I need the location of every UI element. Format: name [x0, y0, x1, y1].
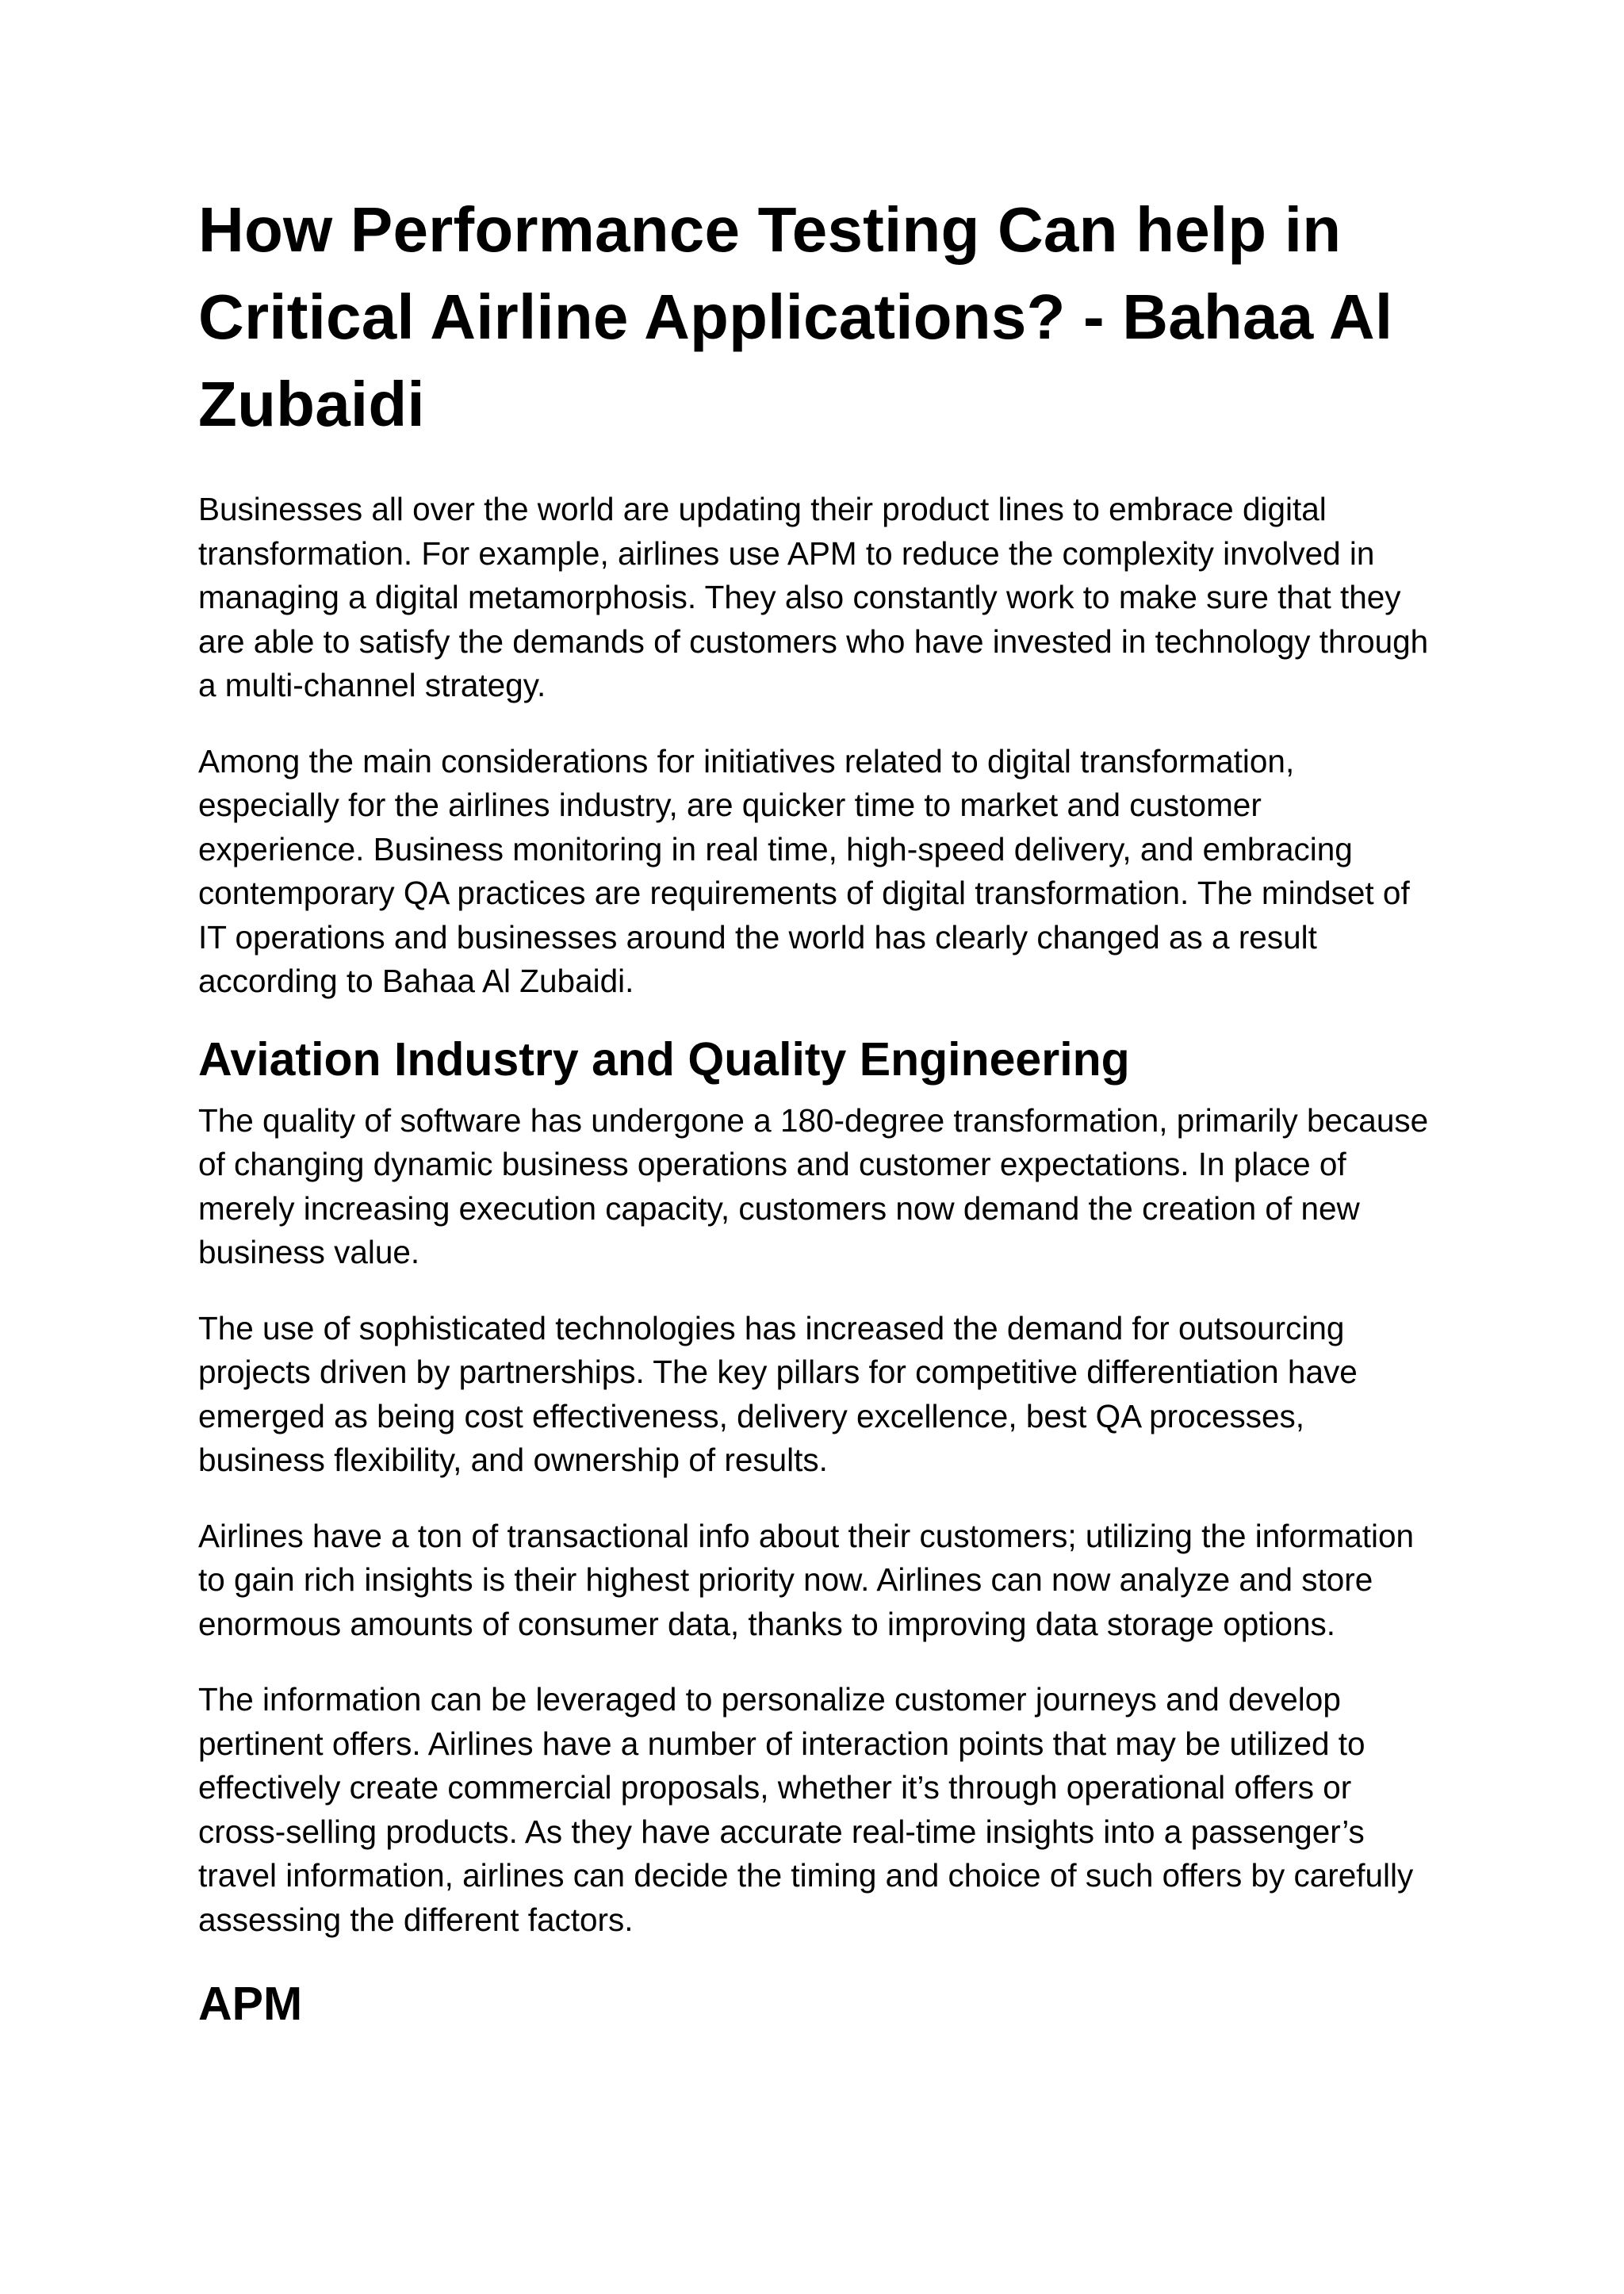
- intro-paragraph-1: Businesses all over the world are updating their product lines to embrace digital transformation. For example, airlines use APM to reduce the complexity involved in managing a digital metamorphosis. They also constantly work to make sure that they are able to satisfy the demands of customers who have invested in technology through a multi-channel strategy.: [198, 491, 1429, 703]
- aviation-paragraph-3: Airlines have a ton of transactional info about their customers; utilizing the information to gain rich insights is their highest priority now. Airlines can now analyze and store enormous amounts of consumer data, thanks to improving data storage options.: [198, 1517, 1415, 1642]
- aviation-paragraph-1: The quality of software has undergone a 180-degree transformation, primarily because of changing dynamic business operations and customer expectations. In place of merely increasing execution capacity, customers now demand the creation of new business value.: [198, 1101, 1429, 1270]
- aviation-paragraph-2: The use of sophisticated technologies has increased the demand for outsourcing projects driven by partnerships. The key pillars for competitive differentiation have emerged as being cost effectiveness, delivery excellence, best QA processes, business flexibility, and ownership of results.: [198, 1309, 1358, 1478]
- section-heading-aviation: Aviation Industry and Quality Engineering: [198, 1032, 1130, 1086]
- document-title: How Performance Testing Can help in Critical Airline Applications? - Bahaa Al Zubaidi: [198, 194, 1393, 439]
- section-heading-apm: APM: [198, 1978, 303, 2030]
- document-page: [198, 186, 1435, 2035]
- intro-paragraph-2: Among the main considerations for initiatives related to digital transformation, especially for the airlines industry, are quicker time to market and customer experience. Business monitoring in real time, high-speed delivery, and embracing contemporary QA practices are requirements of digital transformation. The mindset of IT operations and businesses around the world has clearly changed as a result according to Bahaa Al Zubaidi.: [198, 742, 1410, 999]
- aviation-paragraph-4: The information can be leveraged to personalize customer journeys and develop pertinent offers. Airlines have a number of interaction points that may be utilized to effectively create commercial proposals, whether it’s through operational offers or cross-selling products. As they have accurate real-time insights into a passenger’s travel information, airlines can decide the timing and choice of such offers by carefully assessing the different factors.: [198, 1681, 1414, 1938]
